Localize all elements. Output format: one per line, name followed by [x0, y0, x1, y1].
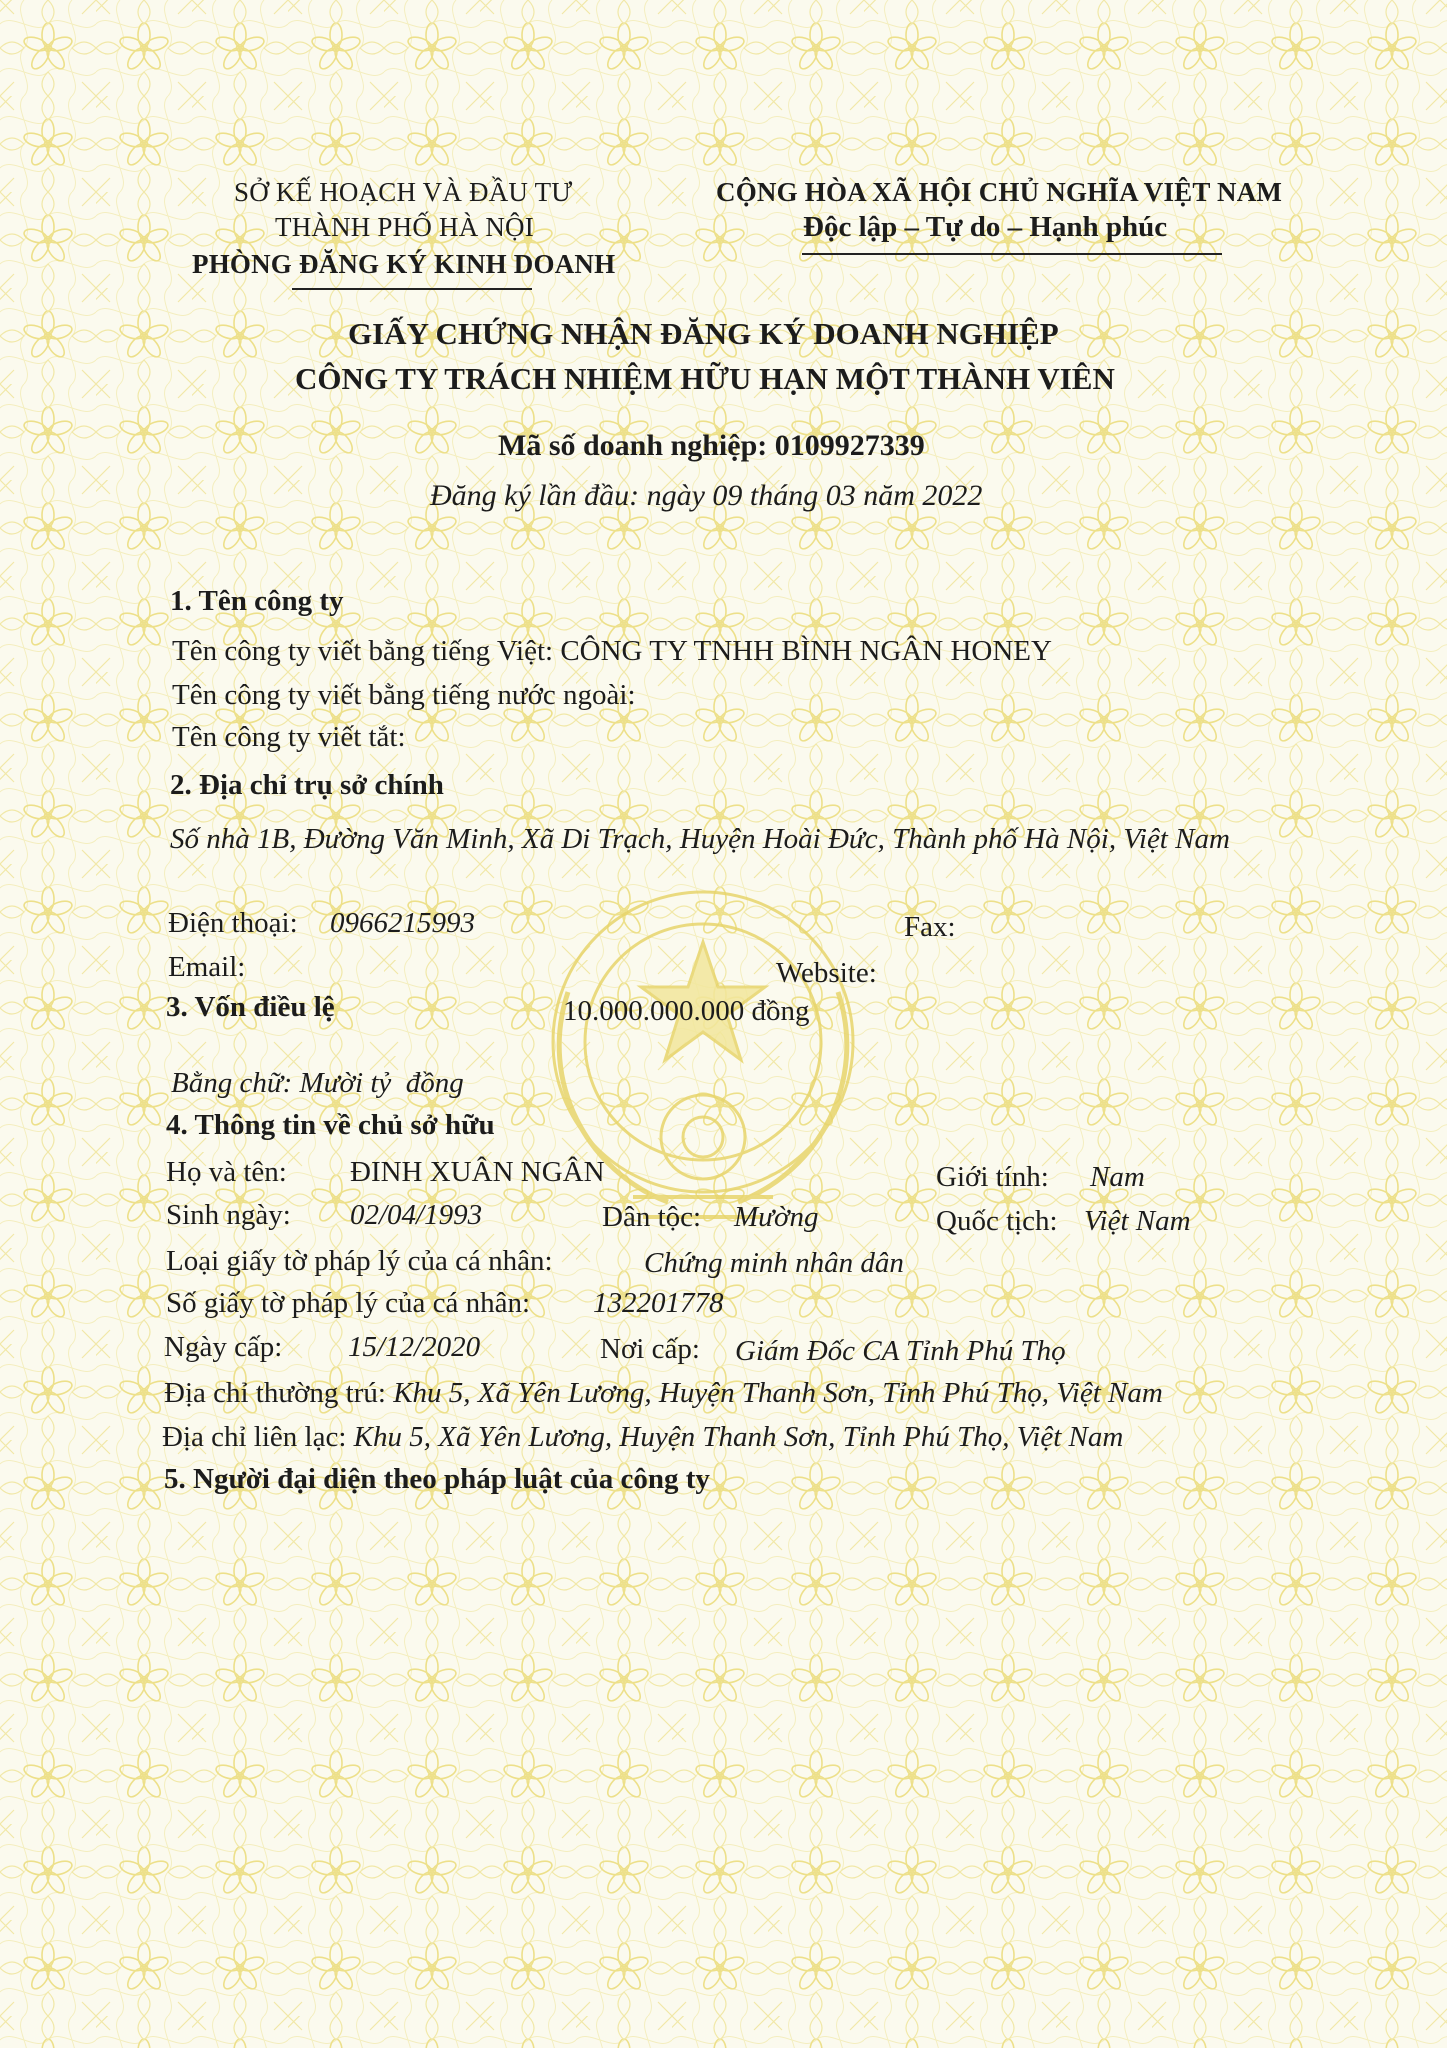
company-name-foreign-label: Tên công ty viết bằng tiếng nước ngoài: — [172, 679, 636, 711]
id-number-label: Số giấy tờ pháp lý của cá nhân: — [166, 1287, 531, 1319]
ethnicity-label: Dân tộc: — [602, 1201, 702, 1233]
company-name-vn-label: Tên công ty viết bằng tiếng Việt: — [172, 635, 554, 667]
gender-label: Giới tính: — [936, 1161, 1049, 1193]
website-label: Website: — [776, 957, 877, 989]
certificate-title: GIẤY CHỨNG NHẬN ĐĂNG KÝ DOANH NGHIỆP — [348, 316, 1059, 351]
section-3-heading: 3. Vốn điều lệ — [166, 991, 335, 1023]
issue-date-value: 15/12/2020 — [348, 1331, 481, 1363]
company-name-abbr-label: Tên công ty viết tắt: — [172, 721, 406, 753]
nationality-label: Quốc tịch: — [936, 1205, 1058, 1237]
section-1-heading: 1. Tên công ty — [170, 585, 344, 617]
header-right-rule — [802, 253, 1222, 255]
permanent-address-value: Khu 5, Xã Yên Lương, Huyện Thanh Sơn, Tỉnh Phú Thọ, Việt Nam — [393, 1377, 1163, 1409]
contact-address-value: Khu 5, Xã Yên Lương, Huyện Thanh Sơn, Tỉnh Phú Thọ, Việt Nam — [353, 1421, 1124, 1453]
header-country: CỘNG HÒA XÃ HỘI CHỦ NGHĨA VIỆT NAM — [716, 177, 1283, 207]
header-agency: SỞ KẾ HOẠCH VÀ ĐẦU TƯ — [234, 177, 573, 207]
issue-date-label: Ngày cấp: — [164, 1331, 283, 1363]
id-number-value: 132201778 — [593, 1287, 724, 1319]
company-type-title: CÔNG TY TRÁCH NHIỆM HỮU HẠN MỘT THÀNH VIÊN — [295, 361, 1115, 396]
gender-value: Nam — [1090, 1161, 1145, 1193]
fax-label: Fax: — [904, 911, 956, 943]
phone-value: 0966215993 — [330, 907, 475, 939]
registration-date: Đăng ký lần đầu: ngày 09 tháng 03 năm 2022 — [430, 479, 983, 512]
owner-name-label: Họ và tên: — [166, 1156, 287, 1188]
issue-place-value: Giám Đốc CA Tỉnh Phú Thọ — [735, 1335, 1066, 1367]
section-5-heading: 5. Người đại diện theo pháp luật của công ty — [164, 1463, 710, 1495]
issue-place-label: Nơi cấp: — [600, 1333, 700, 1365]
dob-label: Sinh ngày: — [166, 1199, 291, 1231]
enterprise-code: Mã số doanh nghiệp: 0109927339 — [498, 429, 925, 462]
id-type-value: Chứng minh nhân dân — [644, 1247, 904, 1279]
section-2-heading: 2. Địa chỉ trụ sở chính — [170, 769, 444, 801]
contact-address-row — [162, 1420, 1123, 1455]
company-name-vn-row — [172, 634, 1052, 669]
ethnicity-value: Mường — [734, 1201, 819, 1233]
permanent-address-row — [164, 1376, 1163, 1411]
phone-label: Điện thoại: — [168, 907, 298, 939]
company-name-vn-value: CÔNG TY TNHH BÌNH NGÂN HONEY — [560, 635, 1052, 667]
permanent-address-label: Địa chỉ thường trú: — [164, 1377, 386, 1409]
nationality-value: Việt Nam — [1084, 1205, 1191, 1237]
header-city: THÀNH PHỐ HÀ NỘI — [275, 212, 534, 242]
charter-capital-amount: 10.000.000.000 đồng — [563, 995, 810, 1027]
header-office: PHÒNG ĐĂNG KÝ KINH DOANH — [192, 249, 616, 279]
email-label: Email: — [168, 951, 246, 983]
section-4-heading: 4. Thông tin về chủ sở hữu — [166, 1109, 495, 1141]
charter-capital-words: Bằng chữ: Mười tỷ đồng — [171, 1067, 464, 1099]
id-type-label: Loại giấy tờ pháp lý của cá nhân: — [166, 1245, 553, 1277]
header-left-rule — [292, 288, 532, 290]
dob-value: 02/04/1993 — [350, 1199, 483, 1231]
owner-name-value: ĐINH XUÂN NGÂN — [350, 1156, 605, 1188]
header-motto: Độc lập – Tự do – Hạnh phúc — [803, 211, 1168, 243]
contact-address-label: Địa chỉ liên lạc: — [162, 1421, 347, 1453]
head-office-address: Số nhà 1B, Đường Văn Minh, Xã Di Trạch, Huyện Hoài Đức, Thành phố Hà Nội, Việt Nam — [170, 823, 1230, 855]
